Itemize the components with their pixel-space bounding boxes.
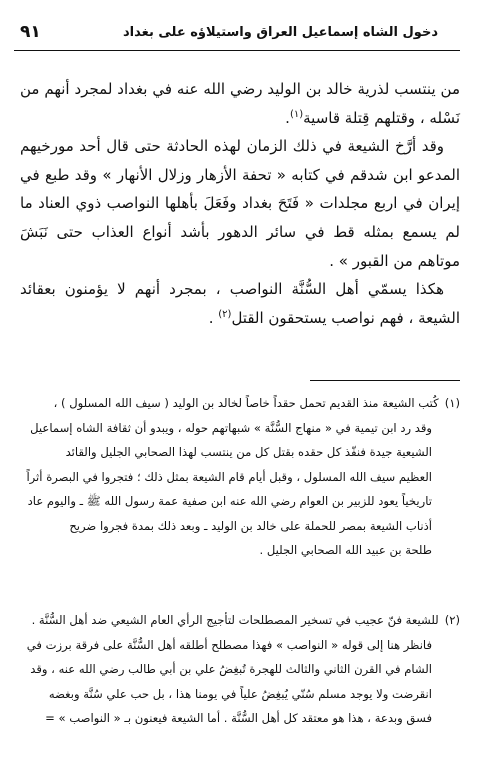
paragraph-2: وقد أرَّخ الشيعة في ذلك الزمان لهذه الحادثة حتى قال أحد مورخيهم المدعو ابن شدقم في كتابه « تحفة الأزهار وزلال الأنهار » وقد طبع في إيران في اربع مجلدات « فَتَحَ بغداد وفَعَلَ بأهلها النواصب ذوي العناد ما لم يسمع بمثله قط في سائر الدهور بأشد أنواع العذاب حتى نَبَشَ موتاهم من القبور » . — [20, 137, 460, 270]
footnote-line: الشيعية جيدة فنفّذ كل حقده بقتل كل من ينتسب لهذا الصحابي الجليل والقائد — [65, 445, 432, 459]
paragraph-3-end: . — [208, 308, 214, 327]
footnote-ref-1[interactable]: (١) — [289, 108, 304, 120]
footnote-line: انقرضت ولا يوجد مسلم سُنّي يُبغِضُ علياً في يومنا هذا ، بل حب علي سُنَّة وبغضه — [48, 686, 432, 701]
paragraph-3-text: هكذا يسمّي أهل السُّنَّة النواصب ، بمجرد أنهم لا يؤمنون بعقائد الشيعة ، فهم نواصب يستحقون القتل — [20, 280, 460, 327]
footnote-line: أذناب الشيعة بمصر للحملة على خالد بن الوليد ـ وبعد ذلك بمدة فجروا ضريح — [69, 518, 432, 533]
footnote-line: طلحة بن عبيد الله الصحابي الجليل . — [259, 543, 432, 557]
footnote-text: للشيعة فنّ عجيب في تسخير المصطلحات لتأجيج الرأي العام الشيعي ضد أهل السُّنَّة . — [31, 613, 439, 627]
footnote-line: تاريخياً يعود للزبير بن العوام رضي الله عنه ابن صفية عمة رسول الله ﷺ ـ واليوم عاد — [27, 494, 432, 508]
footnote-line: الشام في القرن الثاني والثالث للهجرة تُبغِضُ علي بن أبي طالب رضي الله عنه ، وقد — [30, 662, 432, 676]
footnote-number: (١) — [444, 396, 460, 410]
footnote-line: وقد رد ابن تيمية في « منهاج السُّنَّة » شبهاتهم حوله ، ويبدو أن ثقافة الشاه إسماعيل — [30, 420, 432, 435]
page-number: ٩١ — [20, 22, 41, 42]
footnote-line — [20, 608, 460, 633]
footnote-number: (٢) — [444, 613, 460, 627]
footnote-text: كُتب الشيعة منذ القديم تحمل حقداً خاصاً لخالد بن الوليد ( سيف الله المسلول ) ، — [53, 396, 439, 410]
footnote-2 — [20, 608, 460, 731]
paragraph-1-end: . — [285, 108, 290, 127]
running-header — [14, 22, 460, 51]
footnote-line — [20, 391, 460, 416]
footnote-line: العظيم سيف الله المسلول ، وقبل أيام قام الشيعة بمثل ذلك ؛ فتجروا في البصرة أثراً — [26, 469, 432, 484]
footnote-line: فانظر هنا إلى قوله « النواصب » فهذا مصطلح أطلقه أهل السُّنَّة على فرقة برزت في — [26, 637, 432, 652]
footnote-1 — [20, 391, 460, 563]
footnote-ref-2[interactable]: (٢) — [218, 308, 232, 320]
header-title: دخول الشاه إسماعيل العراق واستيلاؤه على بغداد — [123, 25, 438, 40]
paragraph-1 — [20, 75, 460, 132]
paragraph-3 — [20, 275, 460, 332]
paragraph-1-text: من ينتسب لذرية خالد بن الوليد رضي الله عنه في بغداد لمجرد أنهم من نَسْله ، وقتلهم قِتلة قاسية — [20, 80, 460, 127]
footnote-line: فسق وبدعة ، هذا هو معتقد كل أهل السُّنَّة . أما الشيعة فيعنون بـ « النواصب » = — [45, 711, 432, 725]
main-text — [20, 75, 460, 332]
footnote-divider — [310, 380, 460, 381]
